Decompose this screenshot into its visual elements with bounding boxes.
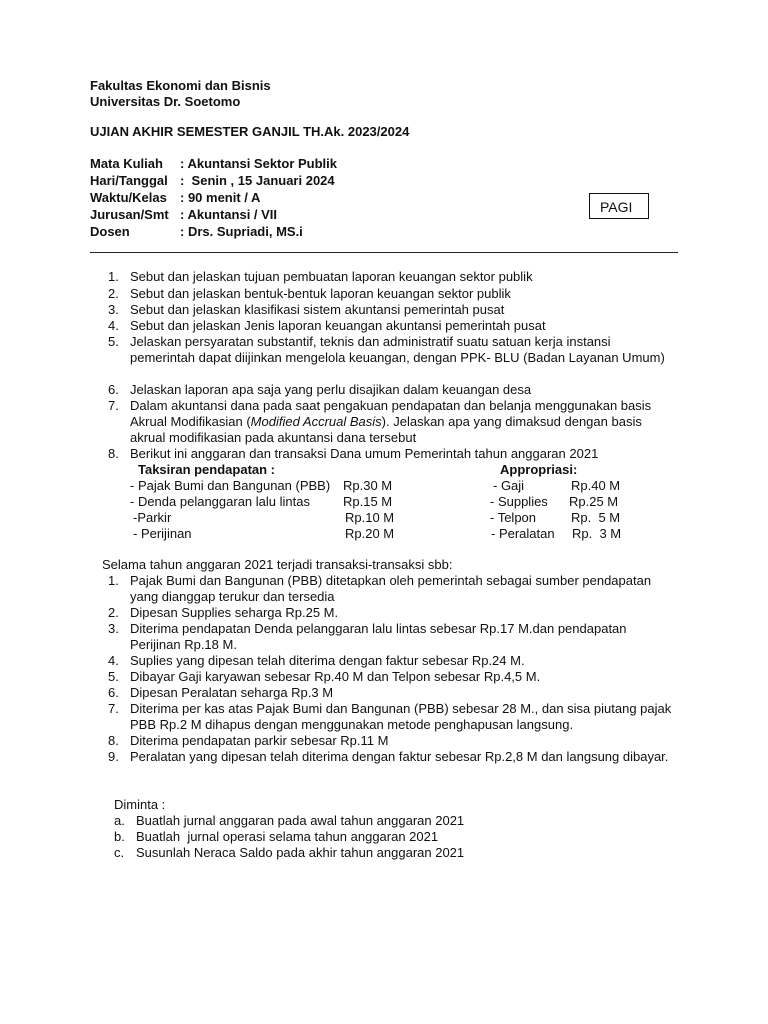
question-text: Sebut dan jelaskan tujuan pembuatan laporan keuangan sektor publik	[130, 269, 533, 284]
meta-value: : Drs. Supriadi, MS.i	[180, 224, 303, 239]
question-number: 5.	[108, 334, 119, 349]
appropriation-label: - Telpon	[490, 510, 537, 525]
header-divider	[90, 252, 678, 253]
appropriation-label: - Supplies	[490, 494, 548, 509]
revenue-label: - Perijinan	[133, 526, 192, 541]
appropriation-label: - Gaji	[493, 478, 525, 493]
question-number: 1.	[108, 269, 119, 284]
meta-row-date	[90, 172, 337, 189]
transactions-intro: Selama tahun anggaran 2021 terjadi transaksi-transaksi sbb:	[102, 557, 453, 572]
meta-row-time	[90, 189, 337, 206]
transaction-number: 5.	[108, 669, 119, 684]
question-text: Sebut dan jelaskan klasifikasi sistem akuntansi pemerintah pusat	[130, 302, 505, 317]
revenue-amount: Rp.15 M	[343, 494, 393, 509]
question-text: Berikut ini anggaran dan transaksi Dana umum Pemerintah tahun anggaran 2021	[130, 446, 599, 461]
revenue-label: - Pajak Bumi dan Bangunan (PBB)	[130, 478, 331, 493]
requested-letter: c.	[114, 845, 125, 860]
question-text	[130, 398, 675, 446]
question-number: 4.	[108, 318, 119, 333]
meta-value: : Akuntansi Sektor Publik	[180, 156, 337, 171]
meta-value: : Senin , 15 Januari 2024	[180, 173, 335, 188]
revenue-heading: Taksiran pendapatan :	[138, 462, 276, 477]
question-text-part: Dalam akuntansi dana pada saat pengakuan pendapatan dan belanja menggunakan basis Akrual Modifikasian (	[130, 398, 652, 429]
requested-text: Susunlah Neraca Saldo pada akhir tahun anggaran 2021	[136, 845, 465, 860]
transaction-number: 1.	[108, 573, 119, 588]
requested-letter: a.	[114, 813, 125, 828]
appropriation-heading: Appropriasi:	[500, 462, 578, 477]
meta-value: : Akuntansi / VII	[180, 207, 278, 222]
transaction-text: Diterima pendapatan Denda pelanggaran lalu lintas sebesar Rp.17 M.dan pendapatan Perijinan Rp.18 M.	[130, 621, 627, 652]
meta-label: Hari/Tanggal	[90, 173, 168, 188]
transaction-number: 4.	[108, 653, 119, 668]
question-number: 6.	[108, 382, 119, 397]
meta-label: Waktu/Kelas	[90, 190, 167, 205]
meta-label: Jurusan/Smt	[90, 207, 169, 222]
university-name: Universitas Dr. Soetomo	[90, 94, 241, 109]
transaction-text: Dibayar Gaji karyawan sebesar Rp.40 M dan Telpon sebesar Rp.4,5 M.	[130, 669, 541, 684]
revenue-label: -Parkir	[133, 510, 172, 525]
requested-text: Buatlah jurnal anggaran pada awal tahun anggaran 2021	[136, 813, 465, 828]
transaction-number: 7.	[108, 701, 119, 716]
question-number: 2.	[108, 286, 119, 301]
question-text: Jelaskan laporan apa saja yang perlu disajikan dalam keuangan desa	[130, 382, 532, 397]
requested-letter: b.	[114, 829, 125, 844]
transaction-text: Dipesan Peralatan seharga Rp.3 M	[130, 685, 334, 700]
revenue-amount: Rp.30 M	[343, 478, 393, 493]
exam-title: UJIAN AKHIR SEMESTER GANJIL TH.Ak. 2023/2024	[90, 124, 410, 139]
question-number: 3.	[108, 302, 119, 317]
transaction-number: 9.	[108, 749, 119, 764]
meta-row-major	[90, 206, 337, 223]
meta-label: Dosen	[90, 224, 130, 239]
requested-heading: Diminta :	[114, 797, 166, 812]
question-text: Sebut dan jelaskan Jenis laporan keuangan akuntansi pemerintah pusat	[130, 318, 546, 333]
question-text: Sebut dan jelaskan bentuk-bentuk laporan keuangan sektor publik	[130, 286, 511, 301]
revenue-amount: Rp.20 M	[345, 526, 395, 541]
question-number: 7.	[108, 398, 119, 413]
transaction-text: Peralatan yang dipesan telah diterima dengan faktur sebesar Rp.2,8 M dan langsung dibayar.	[130, 749, 669, 764]
requested-text: Buatlah jurnal operasi selama tahun anggaran 2021	[136, 829, 439, 844]
transaction-text: Dipesan Supplies seharga Rp.25 M.	[130, 605, 339, 620]
appropriation-amount: Rp. 3 M	[572, 526, 622, 541]
question-text-part: ). Jelaskan apa yang dimaksud dengan basis akrual modifikasian pada akuntansi dana tersebut	[130, 414, 642, 445]
transaction-number: 6.	[108, 685, 119, 700]
session-badge: PAGI	[589, 193, 649, 219]
meta-label: Mata Kuliah	[90, 156, 163, 171]
appropriation-amount: Rp.40 M	[571, 478, 621, 493]
appropriation-amount: Rp.25 M	[569, 494, 619, 509]
transaction-number: 3.	[108, 621, 119, 636]
appropriation-amount: Rp. 5 M	[571, 510, 621, 525]
revenue-amount: Rp.10 M	[345, 510, 395, 525]
meta-value: : 90 menit / A	[180, 190, 261, 205]
transaction-text: Suplies yang dipesan telah diterima dengan faktur sebesar Rp.24 M.	[130, 653, 525, 668]
question-text-emphasis: Modified Accrual Basis	[250, 414, 382, 429]
meta-row-lecturer	[90, 223, 337, 240]
transaction-number: 8.	[108, 733, 119, 748]
exam-info-block	[90, 155, 337, 240]
appropriation-label: - Peralatan	[491, 526, 555, 541]
transaction-number: 2.	[108, 605, 119, 620]
transaction-text: Diterima per kas atas Pajak Bumi dan Bangunan (PBB) sebesar 28 M., dan sisa piutang pajak PBB Rp.2 M dihapus dengan menggunakan metode penghapusan langsung.	[130, 701, 672, 732]
revenue-label: - Denda pelanggaran lalu lintas	[130, 494, 310, 509]
question-text: Jelaskan persyaratan substantif, teknis dan administratif suatu satuan kerja instansi pemerintah dapat diijinkan mengelola keuangan, dengan PPK- BLU (Badan Layanan Umum)	[130, 334, 665, 365]
meta-row-course	[90, 155, 337, 172]
transaction-text: Pajak Bumi dan Bangunan (PBB) ditetapkan oleh pemerintah sebagai sumber pendapatan yang dianggap terukur dan tersedia	[130, 573, 652, 604]
question-number: 8.	[108, 446, 119, 461]
transaction-text: Diterima pendapatan parkir sebesar Rp.11 M	[130, 733, 389, 748]
faculty-name: Fakultas Ekonomi dan Bisnis	[90, 78, 271, 93]
